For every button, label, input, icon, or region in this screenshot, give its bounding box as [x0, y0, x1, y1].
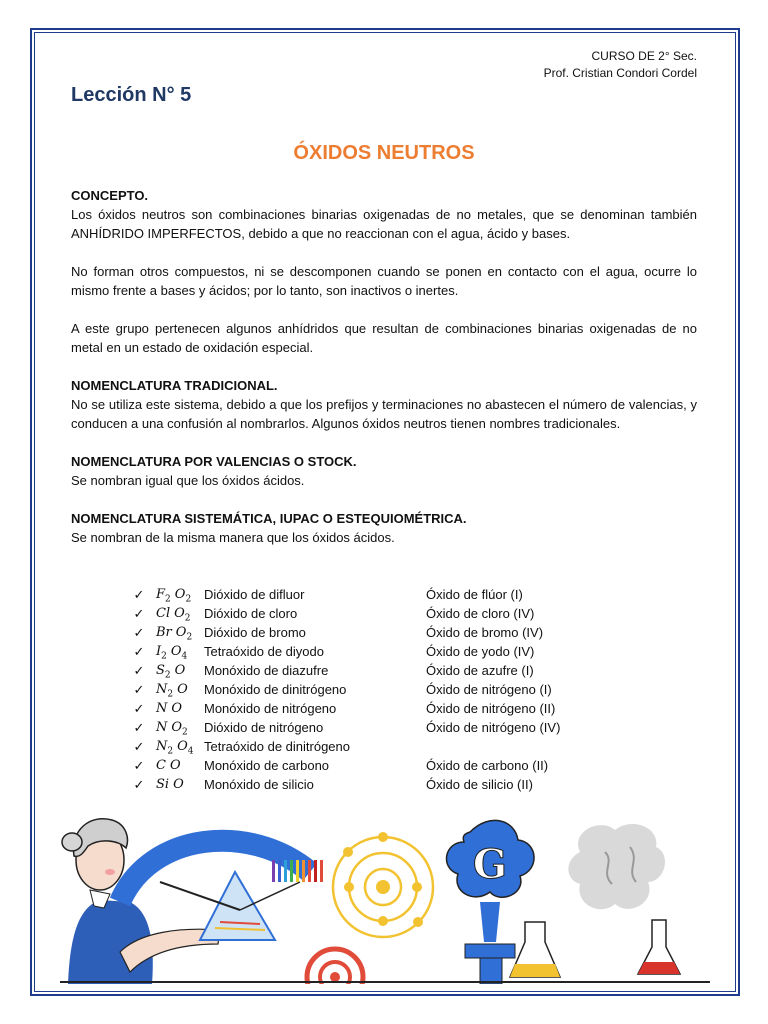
formula-element: N [156, 720, 168, 735]
iupac-paragraph: Se nombran de la misma manera que los óxidos ácidos. [71, 530, 395, 545]
formula-element: O [177, 682, 188, 697]
systematic-name: Dióxido de difluor [204, 587, 305, 602]
formula-element: O [173, 777, 184, 792]
systematic-name: Monóxido de diazufre [204, 663, 329, 678]
stock-name: Óxido de nitrógeno (I) [426, 682, 552, 697]
checkmark-icon: ✓ [133, 777, 145, 792]
formula-subscript: 4 [187, 746, 194, 757]
chemical-formula [156, 699, 182, 718]
formula-element: O [171, 720, 183, 735]
formula-element: O [177, 739, 188, 754]
systematic-name: Dióxido de cloro [204, 606, 298, 621]
formula-element: I [156, 644, 162, 659]
checkmark-icon: ✓ [133, 739, 145, 754]
checkmark-icon: ✓ [133, 720, 145, 735]
formula-element: O [169, 758, 181, 773]
stock-name: Óxido de nitrógeno (IV) [426, 720, 561, 735]
checkmark-icon: ✓ [133, 587, 145, 602]
chemical-formula [156, 775, 184, 794]
traditional-heading: NOMENCLATURA TRADICIONAL. [71, 378, 278, 393]
formula-element: F [156, 587, 166, 602]
systematic-name: Tetraóxido de dinitrógeno [204, 739, 350, 754]
systematic-name: Monóxido de dinitrógeno [204, 682, 347, 697]
formula-element: Cl [156, 606, 171, 621]
formula-element: O [175, 625, 187, 640]
checkmark-icon: ✓ [133, 701, 145, 716]
formula-element: N [156, 739, 168, 754]
compound-row [132, 604, 692, 623]
formula-element: O [174, 663, 186, 678]
spectrum-bars-icon [272, 860, 323, 882]
red-target-icon [307, 949, 363, 984]
checkmark-icon: ✓ [133, 663, 145, 678]
stock-heading: NOMENCLATURA POR VALENCIAS O STOCK. [71, 454, 357, 469]
formula-element: Si [156, 777, 170, 792]
formula-element: S [156, 663, 165, 678]
compound-row [132, 737, 692, 756]
formula-element: O [170, 644, 182, 659]
formula-element: O [171, 701, 183, 716]
formula-element: O [174, 587, 186, 602]
formula-subscript: 2 [184, 613, 191, 624]
formula-subscript: 2 [167, 746, 174, 757]
compound-row [132, 585, 692, 604]
stock-name: Óxido de flúor (I) [426, 587, 523, 602]
compound-row [132, 623, 692, 642]
compound-row [132, 718, 692, 737]
lesson-title: Lección N° 5 [71, 84, 192, 106]
chemistry-illustration [60, 812, 710, 984]
stock-name: Óxido de azufre (I) [426, 663, 534, 678]
systematic-name: Dióxido de bromo [204, 625, 306, 640]
main-title: ÓXIDOS NEUTROS [293, 142, 475, 164]
compound-row [132, 642, 692, 661]
stock-name: Óxido de bromo (IV) [426, 625, 544, 640]
g-letter: G [472, 841, 508, 888]
document-header [544, 48, 697, 82]
compound-row [132, 680, 692, 699]
yellow-flask-icon [510, 922, 560, 977]
systematic-name: Monóxido de nitrógeno [204, 701, 337, 716]
concept-paragraph-2: No forman otros compuestos, ni se descomponen cuando se ponen en contacto con el agua, ocurre lo mismo frente a bases y ácidos; por lo tanto, son inactivos o inertes. [71, 264, 697, 298]
compound-row [132, 699, 692, 718]
formula-subscript: 4 [181, 651, 188, 662]
systematic-name: Dióxido de nitrógeno [204, 720, 324, 735]
checkmark-icon: ✓ [133, 644, 145, 659]
formula-subscript: 2 [186, 632, 193, 643]
checkmark-icon: ✓ [133, 606, 145, 621]
atom-icon [333, 832, 433, 937]
compound-row [132, 661, 692, 680]
formula-subscript: 2 [161, 651, 167, 662]
systematic-name: Tetraóxido de diyodo [204, 644, 324, 659]
concept-heading: CONCEPTO. [71, 188, 149, 203]
teacher-label: Prof. Cristian Condori Cordel [543, 66, 697, 80]
stock-name: Óxido de carbono (II) [426, 758, 549, 773]
stock-name: Óxido de nitrógeno (II) [426, 701, 556, 716]
checkmark-icon: ✓ [133, 682, 145, 697]
compound-row [132, 756, 692, 775]
formula-subscript: 2 [167, 689, 174, 700]
stock-paragraph: Se nombran igual que los óxidos ácidos. [71, 473, 305, 488]
stock-name: Óxido de yodo (IV) [426, 644, 535, 659]
concept-paragraph-3: A este grupo pertenecen algunos anhídridos que resultan de combinaciones binarias oxigenadas de no metal en un estado de oxidación especial. [71, 321, 697, 355]
concept-paragraph-1: Los óxidos neutros son combinaciones binarias oxigenadas de no metales, que se denominan también ANHÍDRIDO IMPERFECTOS, debido a que no reaccionan con el agua, ácido y bases. [71, 207, 697, 241]
formula-subscript: 2 [185, 594, 192, 605]
blue-arc-icon [120, 841, 310, 902]
red-flask-icon [638, 920, 680, 974]
chemical-formula [156, 756, 181, 775]
formula-subscript: 2 [165, 594, 171, 605]
checkmark-icon: ✓ [133, 758, 145, 773]
course-label: CURSO DE 2° Sec. [591, 49, 697, 63]
document-body [71, 186, 697, 547]
checkmark-icon: ✓ [133, 625, 145, 640]
systematic-name: Monóxido de carbono [204, 758, 330, 773]
systematic-name: Monóxido de silicio [204, 777, 314, 792]
formula-element: N [156, 701, 168, 716]
formula-element: O [174, 606, 185, 621]
formula-subscript: 2 [182, 727, 188, 738]
formula-element: C [156, 758, 166, 773]
formula-subscript: 2 [164, 670, 171, 681]
iupac-heading: NOMENCLATURA SISTEMÁTICA, IUPAC O ESTEQUIOMÉTRICA. [71, 511, 467, 526]
stock-name: Óxido de cloro (IV) [426, 606, 535, 621]
smoke-cloud-icon [568, 824, 665, 909]
stock-name: Óxido de silicio (II) [426, 777, 533, 792]
formula-element: Br [156, 625, 172, 640]
compound-row [132, 775, 692, 794]
compound-list [132, 585, 692, 794]
formula-element: N [156, 682, 168, 697]
traditional-paragraph: No se utiliza este sistema, debido a que los prefijos y terminaciones no abastecen el número de valencias, y conducen a una confusión al nombrarlos. Algunos óxidos neutros tienen nombres tradicionales. [71, 397, 697, 431]
